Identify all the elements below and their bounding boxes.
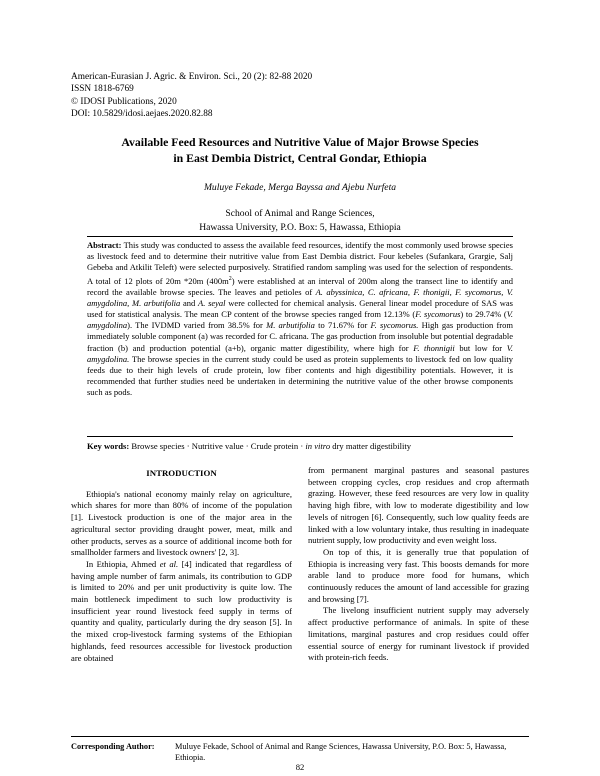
affiliation-line-2: Hawassa University, P.O. Box: 5, Hawassa, Ethiopia xyxy=(199,222,401,233)
journal-issn: ISSN 1818-6769 xyxy=(71,84,134,95)
intro-paragraph: from permanent marginal pastures and seasonal pastures between cropping cycles, crop residues and crop aftermath grazing. However, these feed resources are very low in quality having high fibre, with low to moderate digestibility and low levels of nitrogen [6]. Consequently, such low quality feeds are linked with a low voluntary intake, thus resulting in inadequate nutrient supply, low productivity and even weight loss. xyxy=(308,465,529,546)
species-name: F. thonnigii xyxy=(413,342,455,353)
corresponding-author xyxy=(71,741,531,763)
species-name: V. amygdolina. xyxy=(87,342,513,364)
abstract-text: and xyxy=(180,297,199,308)
species-name: A. seyal xyxy=(198,297,226,308)
species-name: A. abyssinica, C. africana, F. thonigii, F. sycomorus, V. amygdolina, M. arbutifolia xyxy=(87,286,513,308)
intro-paragraph: The livelong insufficient nutrient supply may adversely affect productive performance of animals. In spite of these limitations, marginal pastures and crop residues could offer essential source of energy for ruminant livestock if provided with protein-rich feeds. xyxy=(308,605,529,663)
abstract-text: High gas production from immediately soluble component (a) was recorded for C. africana. The gas production from insoluble but potential degradable fraction (b) and production potential (a+b), organic matter digestibility, where high for xyxy=(87,320,513,353)
abstract-text: This study was conducted to assess the available feed resources, identify the most commonly used browse species as livestock feed and to determine their nutritive value from East Dembia district. Four kebeles (Sufankara, Grargie, Salj Gebeba and Atkilit Teleft) were selected purposively. Stratified random sampling was used for the selection of respondents. A total of 12 plots of 20m *20m (400m xyxy=(87,240,513,286)
intro-paragraph: Ethiopia's national economy mainly relay on agriculture, which shares for more than 80% of income of the population [1]. Livestock production is one of the major area in the agricultural sector providing draught power, meat, milk and other products, serves as a source of additional income both for smallholder farmers and livestock owners' [2, 3]. xyxy=(71,488,292,558)
abstract-text: but low for xyxy=(454,342,507,353)
right-column xyxy=(308,465,529,664)
keywords-italic: in vitro xyxy=(305,441,331,451)
keywords xyxy=(87,441,513,451)
left-column xyxy=(71,462,292,664)
paper-title xyxy=(80,134,520,166)
title-line-2: in East Dembia District, Central Gondar, Ethiopia xyxy=(173,151,427,165)
abstract-superscript: 2 xyxy=(228,275,232,282)
journal-copyright: © IDOSI Publications, 2020 xyxy=(71,96,177,107)
journal-info xyxy=(71,71,312,120)
abstract-bottom-rule xyxy=(87,436,513,437)
page-number: 82 xyxy=(295,762,305,772)
abstract-text: ). The IVDMD varied from 38.5% for xyxy=(127,320,267,331)
abstract-label: Abstract: xyxy=(87,240,122,250)
affiliation xyxy=(80,207,520,235)
author-list: Muluye Fekade, Merga Bayssa and Ajebu Nurfeta xyxy=(203,182,397,193)
abstract xyxy=(87,240,513,399)
corresponding-label: Corresponding Author: xyxy=(71,742,155,751)
footer-rule xyxy=(71,736,529,737)
intro-paragraph xyxy=(71,559,292,664)
abstract-text: were collected for chemical analysis. General linear model procedure of SAS was used for statistical analysis. The mean CP content of the browse species ranged from 12.13% ( xyxy=(87,297,513,320)
abstract-text: ) were established at an interval of 200m along the transect line to identify and record the available browse species. The leaves and petioles of xyxy=(87,275,513,297)
intro-paragraph: On top of this, it is generally true that population of Ethiopia is increasing very fast. This boosts demands for more arable land to produce more food for humans, which continuously reduces the amount of land accessible for grazing and browsing [7]. xyxy=(308,546,529,604)
species-name: F. sycomorus. xyxy=(370,320,419,331)
intro-text: [4] indicated that regardless of having ample number of farm animals, its contribution to GDP is limited to 20% and per unit productivity is quite low. The main bottleneck impediment to such low productivity is insufficient year round livestock feed supply in terms of quantity and quality, particularly during the dry season [5]. In the mixed crop-livestock farming systems of the Ethiopian highlands, feed resources accessible for livestock production are obtained xyxy=(71,558,292,663)
journal-citation: American-Eurasian J. Agric. & Environ. Sci., 20 (2): 82-88 2020 xyxy=(71,72,313,82)
keywords-text: dry matter digestibility xyxy=(330,441,412,451)
corresponding-text: Muluye Fekade, School of Animal and Range Sciences, Hawassa University, P.O. Box: 5, Hawassa, Ethiopia. xyxy=(175,742,507,762)
journal-doi: DOI: 10.5829/idosi.aejaes.2020.82.88 xyxy=(71,108,213,119)
species-name: M. arbutifolia xyxy=(266,320,315,331)
abstract-text: The browse species in the current study could be used as protein supplements to livestock fed on low quality feeds due to their high levels of crude protein, low fiber contents and high digestibility potentials. However, it is recommended that further studies need be undertaken in determining the nutritive value of the other browse components such as pods. xyxy=(87,353,513,398)
abstract-top-rule xyxy=(87,236,513,237)
keywords-text: Browse species · Nutritive value · Crude protein · xyxy=(129,441,306,451)
species-name: F. sycomorus xyxy=(415,309,461,320)
title-line-1: Available Feed Resources and Nutritive Value of Major Browse Species xyxy=(121,135,479,149)
intro-italic: et al. xyxy=(159,558,179,569)
affiliation-line-1: School of Animal and Range Sciences, xyxy=(225,208,375,219)
introduction-heading: INTRODUCTION xyxy=(146,468,217,478)
keywords-label: Key words: xyxy=(87,441,130,451)
species-name: V. amygdolina xyxy=(87,309,513,331)
intro-text: In Ethiopia, Ahmed xyxy=(86,558,160,569)
abstract-text: ) to 29.74% ( xyxy=(460,309,507,320)
abstract-text: to 71.67% for xyxy=(314,320,371,331)
